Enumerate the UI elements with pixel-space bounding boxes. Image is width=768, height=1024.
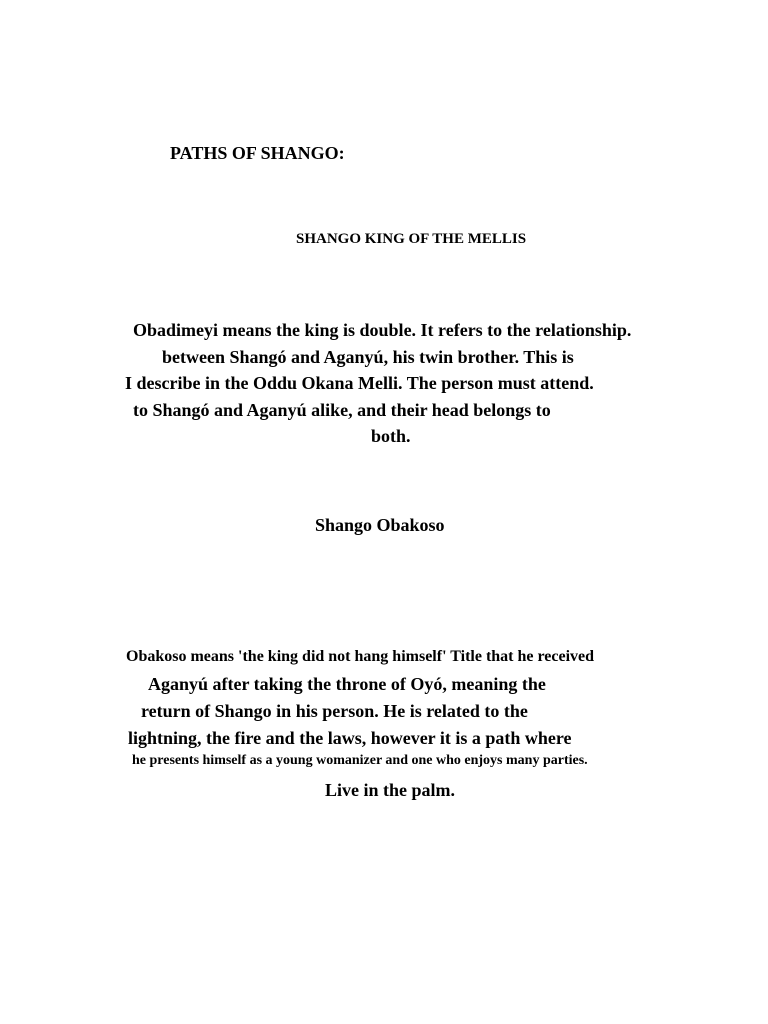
paragraph-line: Aganyú after taking the throne of Oyó, meaning the — [148, 674, 546, 694]
section-heading-king-of-the-mellis: SHANGO KING OF THE MELLIS — [296, 231, 527, 247]
paragraph-line: Obadimeyi means the king is double. It refers to the relationship. — [133, 320, 632, 340]
paragraph-line: lightning, the fire and the laws, however it is a path where — [128, 728, 572, 748]
paragraph-line: between Shangó and Aganyú, his twin brother. This is — [162, 347, 574, 367]
paragraph-line: return of Shango in his person. He is related to the — [141, 701, 528, 721]
paragraph-line: he presents himself as a young womanizer and one who enjoys many parties. — [132, 753, 588, 768]
paragraph-line: to Shangó and Aganyú alike, and their head belongs to — [133, 400, 551, 420]
document-title: PATHS OF SHANGO: — [170, 143, 345, 163]
section-heading-shango-obakoso: Shango Obakoso — [315, 515, 445, 535]
paragraph-line: I describe in the Oddu Okana Melli. The person must attend. — [125, 373, 594, 393]
paragraph-line: both. — [371, 426, 411, 446]
paragraph-line: Live in the palm. — [325, 780, 456, 800]
paragraph-line: Obakoso means 'the king did not hang himself' Title that he received — [126, 648, 595, 665]
